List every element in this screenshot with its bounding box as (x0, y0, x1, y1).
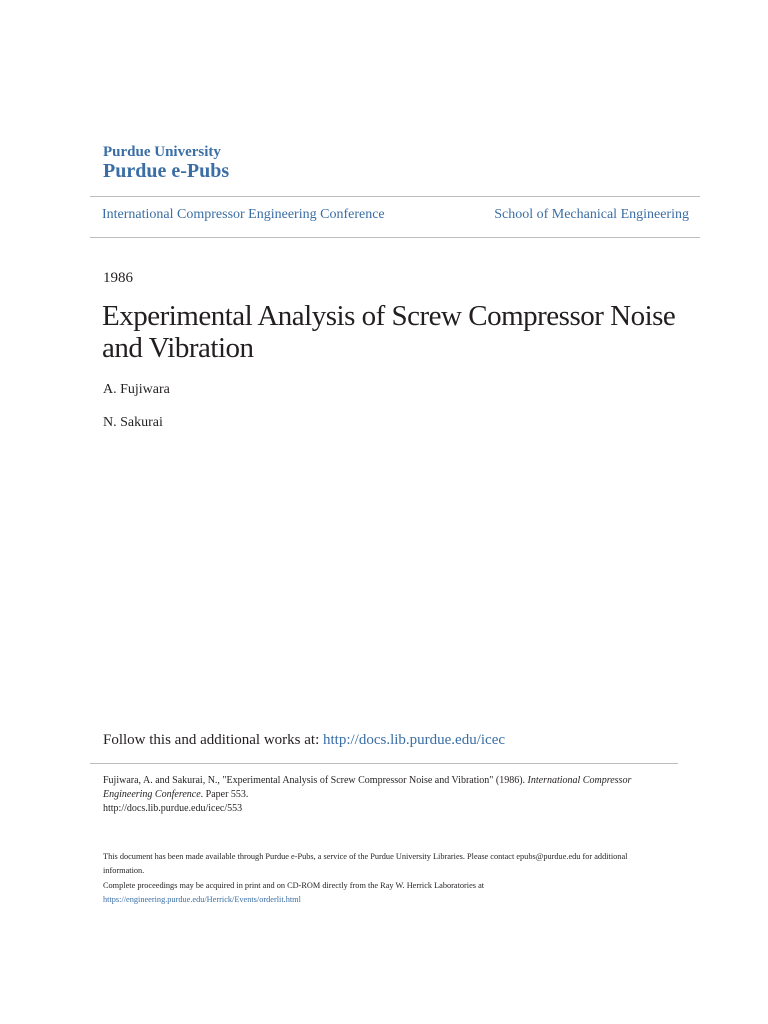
paper-title: Experimental Analysis of Screw Compressor Noise and Vibration (102, 300, 676, 364)
author-1: A. Fujiwara (103, 382, 170, 397)
university-name: Purdue University (103, 144, 221, 160)
citation-divider (90, 763, 678, 764)
repository-name[interactable]: Purdue e-Pubs (103, 160, 230, 182)
herrick-orderlit-link[interactable]: https://engineering.purdue.edu/Herrick/Events/orderlit.html (103, 894, 301, 904)
citation-url[interactable]: http://docs.lib.purdue.edu/icec/553 (103, 803, 243, 814)
conference-link[interactable]: International Compressor Engineering Conference (102, 207, 385, 222)
publication-year: 1986 (103, 270, 133, 286)
citation-prefix: Fujiwara, A. and Sakurai, N., "Experimental Analysis of Screw Compressor Noise and Vibration" (1986). (103, 775, 528, 786)
follow-text: Follow this and additional works at: (103, 732, 323, 748)
follow-line (103, 732, 505, 749)
header-divider-top (90, 196, 700, 197)
citation-block (103, 774, 663, 816)
follow-url-link[interactable]: http://docs.lib.purdue.edu/icec (322, 732, 506, 748)
author-2: N. Sakurai (103, 415, 163, 430)
notice-block (103, 850, 668, 907)
citation-venue: International Compressor Engineering Conference (103, 775, 632, 800)
notice-line-1: This document has been made available through Purdue e-Pubs, a service of the Purdue University Libraries. Please contact epubs@purdue.edu for additional information. (103, 852, 628, 876)
header-divider-bottom (90, 237, 700, 238)
school-link[interactable]: School of Mechanical Engineering (494, 207, 689, 222)
notice-line-2-prefix: Complete proceedings may be acquired in print and on CD-ROM directly from the Ray W. Herrick Laboratories at (103, 880, 485, 890)
citation-suffix: . Paper 553. (200, 789, 249, 800)
